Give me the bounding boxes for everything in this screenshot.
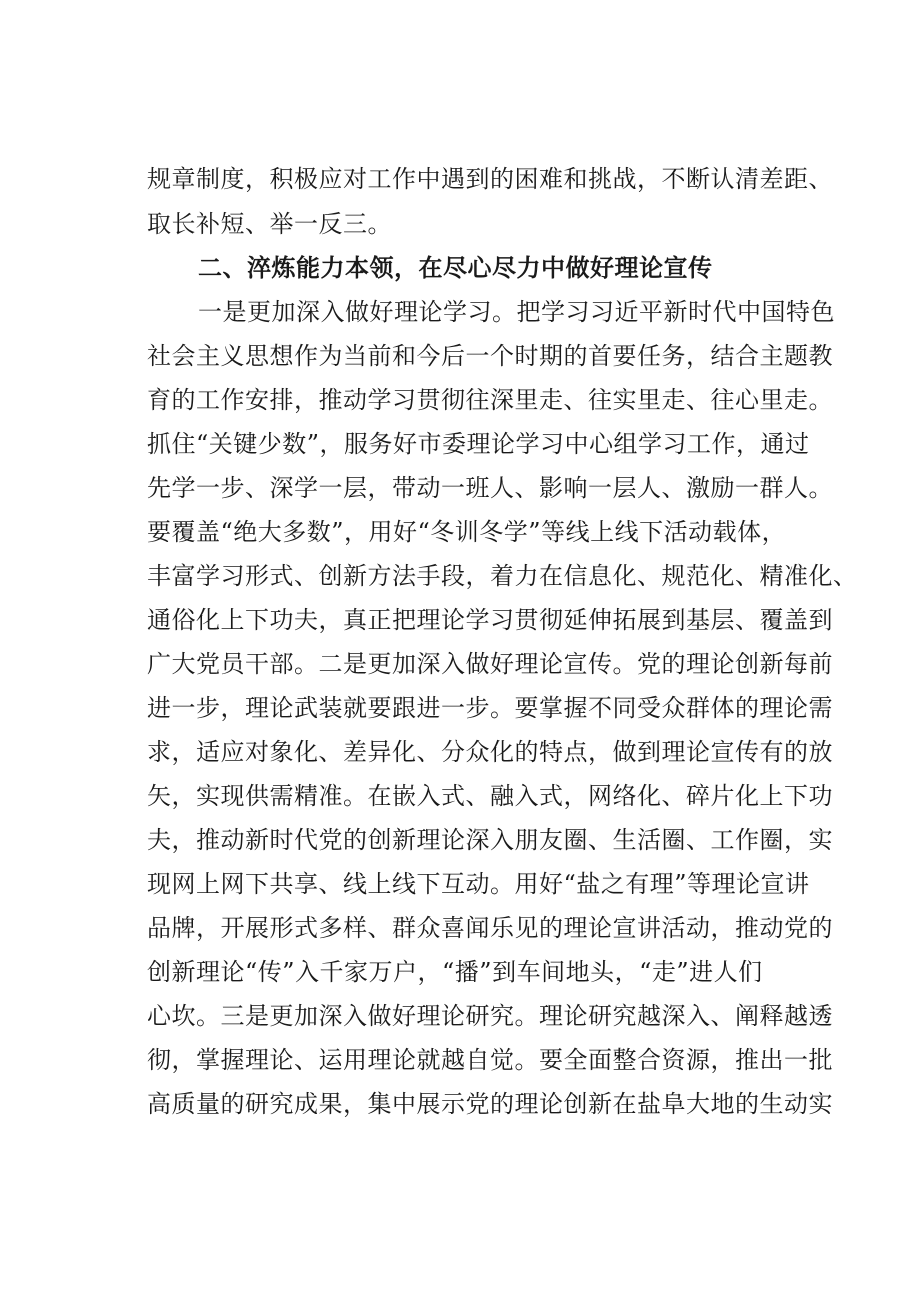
body-text-line: 要覆盖“绝大多数”，用好“冬训冬学”等线上线下活动载体， — [147, 518, 787, 546]
body-text-line: 品牌，开展形式多样、群众喜闻乐见的理论宣讲活动，推动党的 — [147, 914, 833, 942]
body-text-line: 通俗化上下功夫，真正把理论学习贯彻延伸拓展到基层、覆盖到 — [147, 606, 833, 634]
body-text-line: 彻，掌握理论、运用理论就越自觉。要全面整合资源，推出一批 — [147, 1046, 833, 1074]
body-text-line: 进一步，理论武装就要跟进一步。要掌握不同受众群体的理论需 — [147, 694, 833, 722]
body-text-line: 社会主义思想作为当前和今后一个时期的首要任务，结合主题教 — [147, 342, 833, 370]
body-text-line: 一是更加深入做好理论学习。把学习习近平新时代中国特色 — [198, 298, 835, 326]
body-text-line: 心坎。三是更加深入做好理论研究。理论研究越深入、阐释越透 — [147, 1002, 833, 1030]
body-text-line: 求，适应对象化、差异化、分众化的特点，做到理论宣传有的放 — [147, 738, 833, 766]
body-text-line: 现网上网下共享、线上线下互动。用好“盐之有理”等理论宣讲 — [147, 870, 810, 898]
body-text-line: 育的工作安排，推动学习贯彻往深里走、往实里走、往心里走。 — [147, 386, 833, 414]
section-heading: 二、淬炼能力本领，在尽心尽力中做好理论宣传 — [198, 254, 713, 282]
body-text-line: 广大党员干部。二是更加深入做好理论宣传。党的理论创新每前 — [147, 650, 833, 678]
body-text-line: 规章制度，积极应对工作中遇到的困难和挑战，不断认清差距、 — [147, 165, 833, 193]
body-text-line: 矢，实现供需精准。在嵌入式、融入式，网络化、碎片化上下功 — [147, 782, 833, 810]
body-text-line: 抓住“关键少数”，服务好市委理论学习中心组学习工作，通过 — [147, 430, 810, 458]
body-text-line: 高质量的研究成果，集中展示党的理论创新在盐阜大地的生动实 — [147, 1090, 833, 1118]
body-text-line: 取长补短、举一反三。 — [147, 210, 392, 238]
body-text-line: 先学一步、深学一层，带动一班人、影响一层人、激励一群人。 — [147, 474, 833, 502]
body-text-line: 丰富学习形式、创新方法手段，着力在信息化、规范化、精准化、 — [147, 562, 858, 590]
body-text-line: 夫，推动新时代党的创新理论深入朋友圈、生活圈、工作圈，实 — [147, 826, 833, 854]
body-text-line: 创新理论“传”入千家万户，“播”到车间地头，“走”进人们 — [147, 958, 763, 986]
